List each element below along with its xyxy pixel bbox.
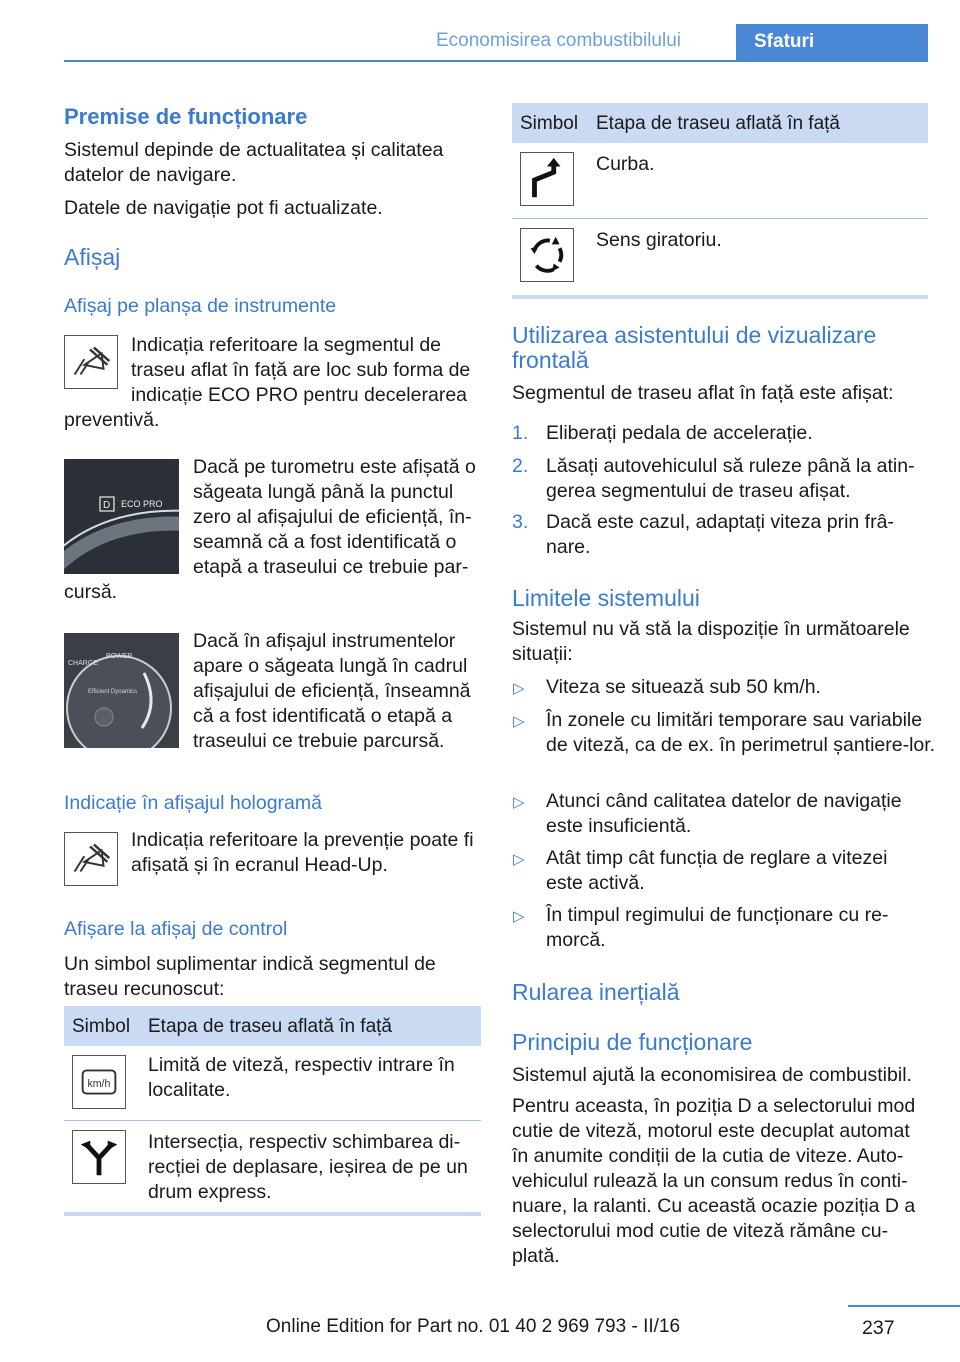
table-row-text: Sens giratoriu. [596,229,722,251]
bullet-arrow-icon: ▷ [513,908,525,925]
principiu-paragraph-1: Sistemul ajută la economisirea de combustibil. [512,1064,912,1086]
right-table-col-stage: Etapa de traseu aflată în față [596,113,841,134]
photo-efficient-label: Efficient Dynamics [88,689,138,695]
limit-item: Atunci când calitatea datelor de navigație este insuficientă. [546,790,902,837]
limit-item: Atât timp cât funcția de reglare a vitezei este activă. [546,847,888,894]
bullet-arrow-icon: ▷ [513,794,525,811]
page-number: 237 [862,1317,895,1339]
table-row-text: Curba. [596,153,655,175]
tachometer-eco-pro-photo [64,459,179,574]
page-number-rule [848,1305,960,1307]
afisaj-instrumente-text: Dacă în afișajul instrumentelor apare o săgeata lungă în cadrul afișajului de eficiență, înseamnă că a fost identificată o etapă a traseului ce trebuie parcursă. [193,630,471,752]
curve-icon [520,152,574,206]
efficiency-display-photo [64,633,179,748]
subsection-title-plansa: Afișaj pe planșa de instrumente [64,295,337,317]
bullet-arrow-icon: ▷ [513,680,525,697]
section-title-afisaj: Afișaj [64,244,121,270]
photo-gear-label: D [103,500,111,511]
plansa-text-end: preventivă. [64,409,160,431]
right-table-header [512,103,928,143]
turometru-text-end: cursă. [64,581,118,603]
header-section-title: Economisirea combustibilului [436,30,681,51]
premise-paragraph-1: Sistemul depinde de actualitatea și calitatea datelor de navigare. [64,139,444,186]
section-title-rularea: Rularea inerțială [512,979,680,1005]
step-text: Eliberați pedala de accelerație. [546,422,813,444]
subsection-title-holograma: Indicație în afișajul hologramă [64,792,322,814]
left-table-header [64,1006,481,1046]
limit-item: În timpul regimului de funcționare cu re-morcă. [546,904,889,951]
photo-power-label: POWER [106,653,133,660]
table-row-divider [512,218,928,219]
bullet-arrow-icon: ▷ [513,851,525,868]
step-number: 2. [512,455,529,477]
photo-eco-pro-label: ECO PRO [121,499,163,509]
control-text: Un simbol suplimentar indică segmentul de traseu recunoscut: [64,953,436,1000]
holograma-text: Indicația referitoare la prevenție poate fi afișată și în ecranul Head-Up. [131,829,474,876]
table-row-text: Limită de viteză, respectiv intrare în localitate. [148,1054,455,1101]
utilizarea-text: Segmentul de traseu aflat în față este afișat: [512,382,894,404]
bullet-arrow-icon: ▷ [513,713,525,730]
principiu-paragraph-2: Pentru aceasta, în poziția D a selectorului mod cutie de viteză, motorul este decuplat automat în anumite condiții de la cutia de viteze. Auto-vehiculul rulează la un consum redus în conti-nuare, la ralanti. Cu această ocazie poziția D a selectorului mod cutie de viteză rămâne cu-plată. [512,1095,916,1267]
premise-paragraph-2: Datele de navigație pot fi actualizate. [64,197,383,219]
step-number: 3. [512,511,529,533]
hud-deceleration-icon [64,832,118,886]
left-table-end-rule [64,1212,481,1216]
header-tab[interactable]: Sfaturi [736,24,928,62]
photo-charge-label: CHARGE [68,660,98,667]
footer-edition: Online Edition for Part no. 01 40 2 969 793 - II/16 [266,1316,681,1337]
intersection-icon [72,1130,126,1184]
limit-item: Viteza se situează sub 50 km/h. [546,676,821,698]
left-table-col-stage: Etapa de traseu aflată în față [148,1016,393,1037]
plansa-text: Indicația referitoare la segmentul de traseu aflat în față are loc sub forma de indicație ECO PRO pentru decelerarea [131,334,471,406]
step-number: 1. [512,422,529,444]
limit-item: În zonele cu limitări temporare sau variabile de viteză, ca de ex. în perimetrul șantiere-lor. [546,709,936,756]
table-row-text: Intersecția, respectiv schimbarea di-recției de deplasare, ieșirea de pe un drum express. [148,1131,468,1203]
speed-limit-kmh-icon [72,1055,126,1109]
right-table-end-rule [512,295,928,299]
eco-pro-deceleration-icon [64,335,118,389]
header-rule [64,60,928,62]
step-text: Lăsați autovehiculul să ruleze până la atin-gerea segmentului de traseu afișat. [546,455,915,502]
section-title-limitele: Limitele sistemului [512,585,700,611]
subsection-title-principiu: Principiu de funcționare [512,1029,753,1055]
kmh-label: km/h [87,1077,111,1090]
subsection-title-control: Afișare la afișaj de control [64,918,288,940]
limitele-text: Sistemul nu vă stă la dispoziție în următoarele situații: [512,618,910,665]
left-table-col-symbol: Simbol [72,1016,131,1037]
section-title-utilizarea: Utilizarea asistentului de vizualizare frontală [512,322,877,373]
right-table-col-symbol: Simbol [520,113,579,134]
section-title-premise: Premise de funcționare [64,104,308,129]
roundabout-icon [520,228,574,282]
turometru-text: Dacă pe turometru este afișată o săgeata lungă până la punctul zero al afișajului de eficiență, în-seamnă că a fost identificată o etapă a traseului ce trebuie par- [193,456,476,578]
step-text: Dacă este cazul, adaptați viteza prin frâ-nare. [546,511,894,558]
table-row-divider [64,1120,481,1121]
